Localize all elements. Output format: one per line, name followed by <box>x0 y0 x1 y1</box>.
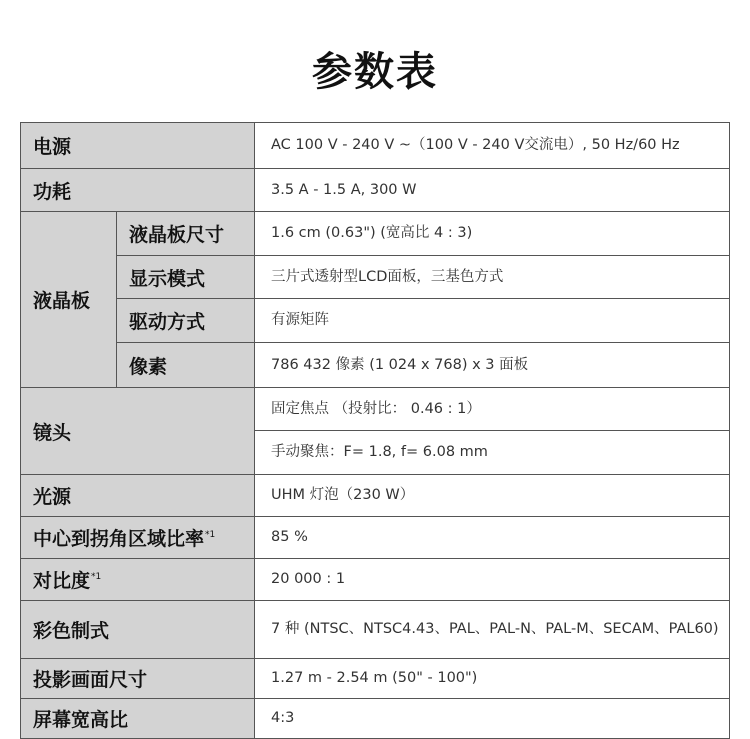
row-value-lens-1: 固定焦点 （投射比： 0.46 : 1） <box>255 388 730 431</box>
footnote-marker: *1 <box>205 530 216 540</box>
row-label-light-source: 光源 <box>21 475 255 517</box>
row-value-uniformity: 85 % <box>255 517 730 559</box>
table-row <box>21 169 730 212</box>
row-value-pixels: 786 432 像素 (1 024 x 768) x 3 面板 <box>255 343 730 388</box>
row-label-contrast <box>21 559 255 601</box>
row-sublabel-drive: 驱动方式 <box>117 299 255 343</box>
row-value-projection-size: 1.27 m - 2.54 m (50" - 100") <box>255 659 730 699</box>
row-value-light-source: UHM 灯泡（230 W） <box>255 475 730 517</box>
row-label-lens: 镜头 <box>21 388 255 475</box>
row-value-drive: 有源矩阵 <box>255 299 730 343</box>
row-value-lcd-size: 1.6 cm (0.63") (宽高比 4 : 3) <box>255 212 730 256</box>
row-label-aspect: 屏幕宽高比 <box>21 699 255 739</box>
table-row <box>21 659 730 699</box>
table-row <box>21 601 730 659</box>
table-row <box>21 388 730 431</box>
row-sublabel-pixels: 像素 <box>117 343 255 388</box>
row-label-consumption: 功耗 <box>21 169 255 212</box>
row-value-aspect: 4:3 <box>255 699 730 739</box>
row-label-lcd: 液晶板 <box>21 212 117 388</box>
row-value-color-system: 7 种 (NTSC、NTSC4.43、PAL、PAL-N、PAL-M、SECAM、PAL60) <box>255 601 730 659</box>
row-value-consumption: 3.5 A - 1.5 A, 300 W <box>255 169 730 212</box>
table-row <box>21 559 730 601</box>
table-row <box>21 256 730 299</box>
row-label-power: 电源 <box>21 123 255 169</box>
row-value-power: AC 100 V - 240 V ~（100 V - 240 V交流电）, 50 Hz/60 Hz <box>255 123 730 169</box>
row-label-uniformity <box>21 517 255 559</box>
table-row <box>21 212 730 256</box>
contrast-label-text: 对比度 <box>33 570 91 592</box>
page-title: 参数表 <box>312 49 438 95</box>
row-value-lens-2: 手动聚焦：F= 1.8, f= 6.08 mm <box>255 431 730 475</box>
table-row <box>21 699 730 739</box>
table-row <box>21 517 730 559</box>
table-row <box>21 475 730 517</box>
row-value-display-mode: 三片式透射型LCD面板，三基色方式 <box>255 256 730 299</box>
table-row <box>21 299 730 343</box>
row-sublabel-display-mode: 显示模式 <box>117 256 255 299</box>
table-row <box>21 123 730 169</box>
footnote-marker: *1 <box>91 572 102 582</box>
spec-table <box>20 122 730 739</box>
row-value-contrast: 20 000 : 1 <box>255 559 730 601</box>
row-label-color-system: 彩色制式 <box>21 601 255 659</box>
row-sublabel-lcd-size: 液晶板尺寸 <box>117 212 255 256</box>
uniformity-label-text: 中心到拐角区域比率 <box>33 528 205 550</box>
table-row <box>21 343 730 388</box>
row-label-projection-size: 投影画面尺寸 <box>21 659 255 699</box>
